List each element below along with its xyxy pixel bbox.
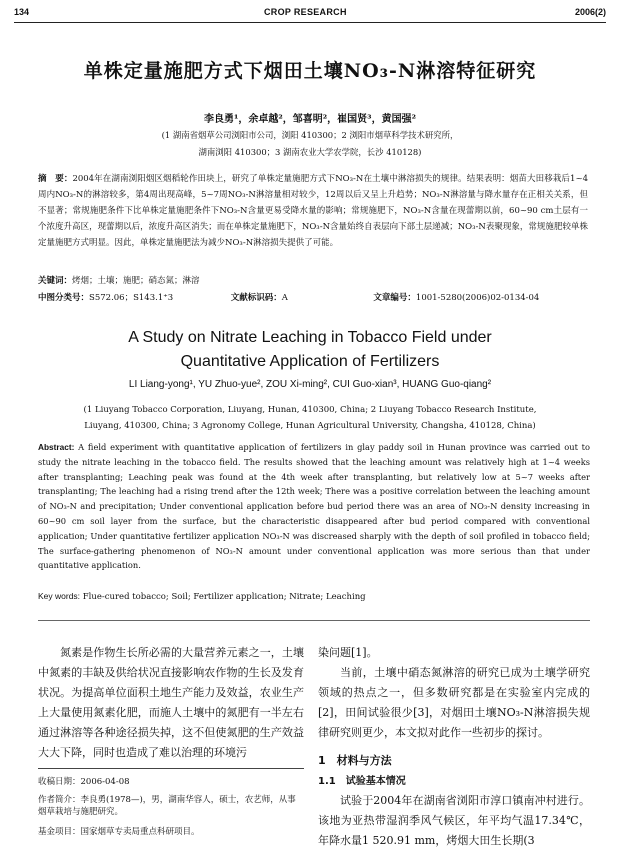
keywords-english-text: Flue-cured tobacco; Soil; Fertilizer application; Nitrate; Leaching xyxy=(80,592,366,602)
affiliation-english-line-2: Liuyang, 410300, China; 3 Agronomy College, Hunan Agricultural University, Changsha, 410128, China) xyxy=(84,421,536,431)
document-code: 文献标识码：A xyxy=(230,293,288,303)
title-chinese: 单株定量施肥方式下烟田土壤NO₃-N淋溶特征研究 xyxy=(83,60,537,82)
keywords-chinese-text: 烤烟；土壤；施肥；硝态氮；淋溶 xyxy=(72,276,200,286)
abstract-english-text: A field experiment with quantitative application of fertilizers in glay paddy soil in Hunan province was carried out to study the nitrate leaching in the tobacco field. The results showed that the leaching amount was relatively high at 1~4 weeks after transplanting; Leaching peak was found at the 4th week after transplanting, but relatively low at 5~7 weeks after transplanting; The leaching had a rising trend after the 12th week; There was a positive correlation between the leaching amount of NO₃-N and precipitation; Under conventional application before bud period there was an area of NO₃-N density increasing in 60~90 cm soil layer from the surface, but the characteristic disappeared after bud period compared with conventional application; Under quantitative fertilizer application NO₃-N was discreased sharply with the depth of soil profiled in tobacco field; The surface-gathering phenomenon of NO₃-N amount under conventional application was more serious than that under quantitative application. xyxy=(38,442,590,571)
journal-name: CROP RESEARCH xyxy=(264,7,347,17)
section-divider xyxy=(38,620,590,621)
running-header xyxy=(14,6,606,23)
journal-issue: 2006(2) xyxy=(574,7,606,17)
body-right-column xyxy=(318,643,590,851)
keywords-chinese-label: 关键词： xyxy=(38,276,73,286)
body-paragraph-2: 试验于2004年在湖南省浏阳市淳口镇南冲村进行。该地为亚热带湿润季风气候区，年平均气温17.34℃，年降水量1 520.91 mm，烤烟大田生长期(3 xyxy=(318,794,590,847)
section-heading: 1 材料与方法 xyxy=(318,754,392,767)
authors-english: LI Liang-yong¹, YU Zhuo-yue², ZOU Xi-ming², CUI Guo-xian³, HUANG Guo-qiang² xyxy=(128,379,492,390)
affiliation-chinese-line-1: (1 湖南省烟草公司浏阳市公司，浏阳 410300；2 浏阳市烟草科学技术研究所， xyxy=(161,130,459,140)
body-left-column: 氮素是作物生长所必需的大量营养元素之一，土壤中氮素的丰缺及供给状况直接影响农作物的生长及发育状况。为提高单位面积土地生产能力及效益，农业生产上大量使用氮素化肥，而施人土壤中的氮肥有一半左右通过淋溶等各种途径损失掉，这不但使氮肥的生产效益大大下降，同时也造成了难以治理的环境污 xyxy=(38,646,304,759)
keywords-english-label: Key words: xyxy=(38,591,81,601)
abstract-chinese-label: 摘 要： xyxy=(38,174,73,184)
body-paragraph: 当前，土壤中硝态氮淋溶的研究已成为土壤学研究领域的热点之一，但多数研究都是在实验室内完成的[2]，田间试验很少[3]，对烟田土壤NO₃-N淋溶损失规律研究则更少，本文拟对此作一些初步的探讨。 xyxy=(318,666,590,739)
body-continuation: 染问题[1]。 xyxy=(318,646,378,659)
abstract-chinese xyxy=(38,171,588,251)
keywords-english xyxy=(38,591,590,602)
abstract-english xyxy=(38,440,590,573)
footnote-funding: 基金项目：国家烟草专卖局重点科研项目。 xyxy=(38,827,200,837)
abstract-english-label: Abstract: xyxy=(38,442,75,452)
keywords-chinese xyxy=(38,274,588,286)
page-number: 134 xyxy=(14,7,30,17)
affiliation-chinese-line-2: 湖南浏阳 410300；3 湖南农业大学农学院，长沙 410128) xyxy=(198,147,422,157)
footnote-received-date: 收稿日期：2006-04-08 xyxy=(38,777,130,787)
footnote-author-bio: 作者简介：李良勇(1978—)，男，湖南华容人，硕士，农艺师，从事烟草栽培与施肥研究。 xyxy=(38,795,296,817)
title-english-line-1: A Study on Nitrate Leaching in Tobacco Field under xyxy=(128,329,492,346)
subsection-heading: 1.1 试验基本情况 xyxy=(318,776,406,787)
footnote-divider xyxy=(38,768,304,769)
clc-number: 中图分类号：S572.06；S143.1⁺3 xyxy=(38,293,174,303)
authors-chinese: 李良勇¹，余卓越²，邹喜明²，崔国贤³，黄国强² xyxy=(204,114,416,125)
title-english-line-2: Quantitative Application of Fertilizers xyxy=(180,353,440,370)
title-english xyxy=(0,326,620,374)
article-number: 文章编号：1001-5280(2006)02-0134-04 xyxy=(373,293,540,303)
affiliation-english-line-1: (1 Liuyang Tobacco Corporation, Liuyang, Hunan, 410300, China; 2 Liuyang Tobacco Research Institute, xyxy=(83,405,537,415)
classification-line xyxy=(38,291,598,303)
abstract-chinese-text: 2004年在湖南浏阳烟区烟稻轮作田块上，研究了单株定量施肥方式下NO₃-N在土壤中淋溶损失的规律。结果表明：烟苗大田移栽后1~4周内NO₃-N的淋溶较多，第4周出现高峰，5~7周NO₃-N淋溶量相对较少，12周以后又呈上升趋势；NO₃-N淋溶量与降水量存在正相关关系，但不显著；常规施肥条件下比单株定量施肥条件下NO₃-N含量更易受降水量的影响；常规施肥下，NO₃-N含量在现蕾期以前，60~90 cm土层有一个浓度升高区，现蕾期以后，浓度升高区消失；而在单株定量施肥下，NO₃-N含量始终自表层向下部土层递减；NO₃-N表聚现象，常规施肥较单株定量施肥方式明显。因此，单株定量施肥法为减少NO₃-N淋溶损失提供了可能。 xyxy=(38,174,588,248)
